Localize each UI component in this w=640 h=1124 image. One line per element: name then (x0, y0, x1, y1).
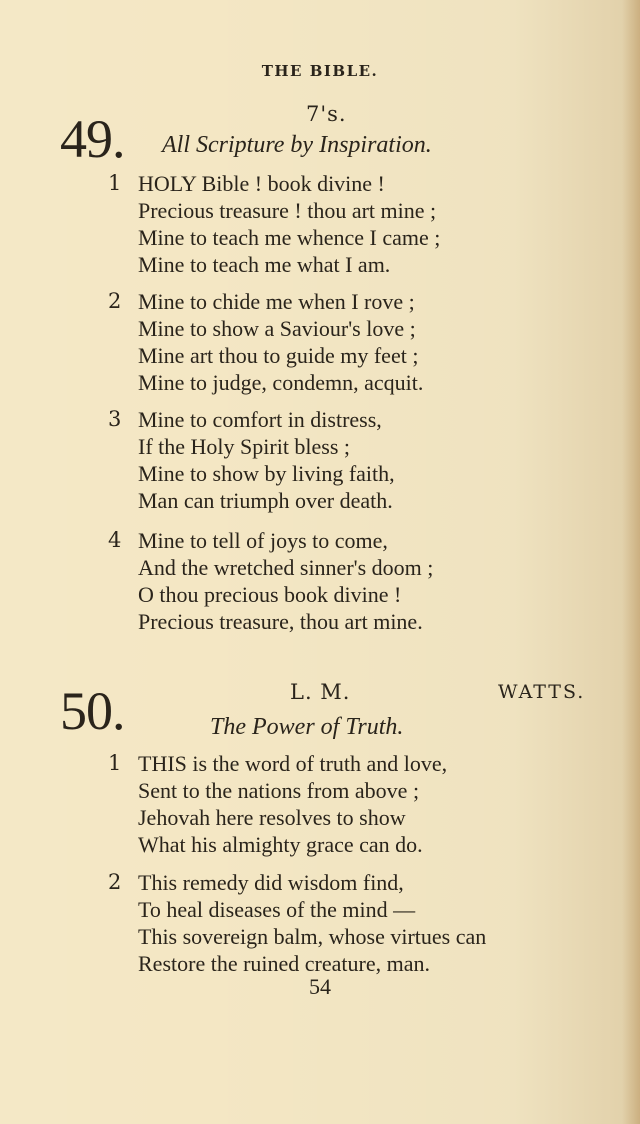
stanza-number: 1 (108, 171, 122, 195)
stanza-lines (138, 170, 578, 278)
verse-line: This remedy did wisdom find, (138, 870, 404, 895)
verse-line: If the Holy Spirit bless ; (138, 434, 351, 459)
hymn-number-49: 49. (60, 109, 125, 169)
verse-line: What his almighty grace can do. (138, 832, 423, 857)
stanza-lines (138, 406, 578, 514)
hymn-number-50: 50. (60, 681, 125, 741)
stanza-number: 2 (108, 289, 122, 313)
verse-line: HOLY Bible ! book divine ! (138, 171, 385, 196)
verse-line: Precious treasure ! thou art mine ; (138, 198, 437, 223)
hymn-title-50: The Power of Truth. (210, 714, 404, 740)
hymn-meter-50: L. M. (290, 680, 351, 704)
verse-line: Mine art thou to guide my feet ; (138, 343, 419, 368)
verse-line: Sent to the nations from above ; (138, 778, 420, 803)
verse-line: This sovereign balm, whose virtues can (138, 924, 487, 949)
verse-line: To heal diseases of the mind — (138, 897, 416, 922)
verse-line: Mine to show by living faith, (138, 461, 395, 486)
stanza-lines (138, 288, 578, 396)
verse-line: Jehovah here resolves to show (138, 805, 406, 830)
running-head: THE BIBLE. (261, 62, 379, 80)
verse-line: Man can triumph over death. (138, 488, 393, 513)
verse-line: Mine to show a Saviour's love ; (138, 316, 416, 341)
verse-line: THIS is the word of truth and love, (138, 751, 448, 776)
stanza-lines (138, 750, 578, 858)
verse-line: Mine to tell of joys to come, (138, 528, 388, 553)
stanza-number: 4 (108, 528, 122, 552)
verse-line: Restore the ruined creature, man. (138, 951, 430, 976)
verse-line: Mine to teach me whence I came ; (138, 225, 441, 250)
stanza-lines (138, 527, 578, 635)
page-number: 54 (309, 974, 331, 999)
verse-line: Mine to comfort in distress, (138, 407, 382, 432)
verse-line: Mine to chide me when I rove ; (138, 289, 415, 314)
stanza-number: 1 (108, 751, 122, 775)
hymn-meter-49: 7's. (306, 102, 347, 126)
hymn-title-49: All Scripture by Inspiration. (162, 132, 432, 158)
verse-line: Mine to teach me what I am. (138, 252, 391, 277)
stanza-number: 3 (108, 407, 122, 431)
stanza-number: 2 (108, 870, 122, 894)
stanza-lines (138, 869, 578, 977)
verse-line: O thou precious book divine ! (138, 582, 402, 607)
page-edge-shadow (622, 0, 640, 1124)
hymn-author-50: WATTS. (498, 681, 586, 703)
verse-line: Mine to judge, condemn, acquit. (138, 370, 424, 395)
verse-line: And the wretched sinner's doom ; (138, 555, 434, 580)
verse-line: Precious treasure, thou art mine. (138, 609, 423, 634)
